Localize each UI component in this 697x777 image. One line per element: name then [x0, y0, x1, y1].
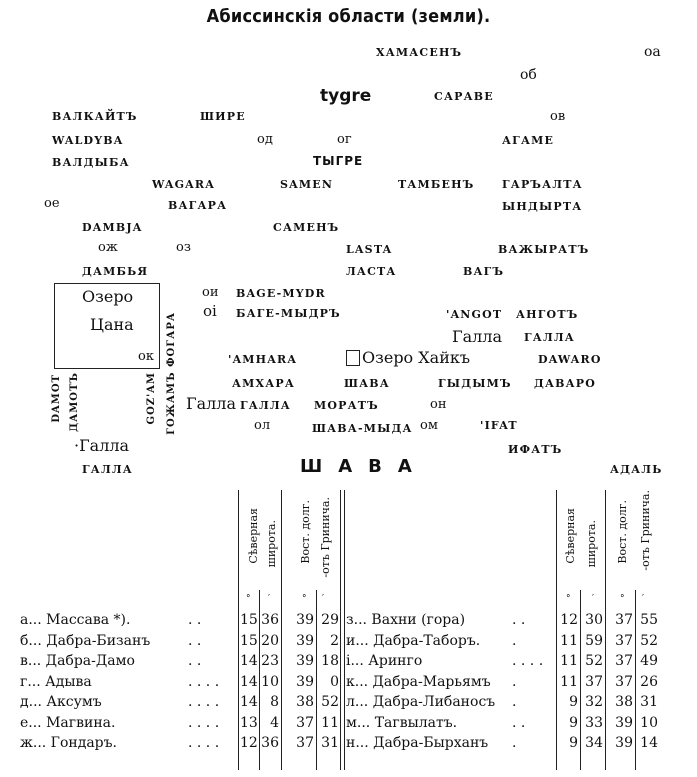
label-waldyba: WALDYBA — [52, 134, 124, 147]
left-min-lat: ′ — [268, 594, 271, 604]
label-tamben: ТАМБЕНЪ — [398, 178, 475, 191]
label-agame: АГАМЕ — [502, 134, 555, 147]
left-row-lon-m: 18 — [321, 653, 339, 669]
left-row-lat-m: 8 — [270, 694, 279, 710]
right-row-lat-m: 32 — [585, 694, 603, 710]
rule-left-2 — [259, 590, 260, 770]
left-header-lat-2: широта. — [265, 520, 278, 568]
label-vag: ВАГЪ — [463, 265, 505, 278]
label-lasta-en: LASTA — [346, 243, 393, 256]
label-hamasen: ХАМАСЕНЪ — [376, 46, 463, 59]
label-galla-3-ru: ГАЛЛА — [82, 463, 133, 476]
right-row-lon-m: 52 — [640, 632, 658, 649]
label-ok: ок — [138, 349, 154, 364]
label-damot-en: DAMOT — [51, 374, 62, 423]
label-vajyrat: ВАЖЫРАТЪ — [498, 243, 590, 256]
rule-left-3 — [281, 490, 282, 770]
left-header-lon-2: -отъ Гринича. — [319, 497, 332, 578]
label-oz: оз — [176, 240, 191, 255]
left-row-lon-m: 2 — [330, 632, 339, 649]
left-row-lat-m: 36 — [261, 612, 279, 628]
right-row-lon-d: 37 — [615, 612, 633, 628]
left-row-lat-d: 13 — [240, 714, 258, 731]
right-row-lat-d: 9 — [569, 694, 578, 710]
left-row-dots: . . — [188, 612, 202, 628]
left-row-lat-d: 14 — [240, 673, 258, 690]
left-row-lat-m: 10 — [261, 673, 279, 690]
left-row-label: г... Адыва — [20, 673, 92, 690]
label-valkait: ВАЛКАЙТЪ — [52, 110, 138, 123]
left-row-lon-d: 38 — [296, 694, 314, 710]
left-row-lon-m: 31 — [321, 735, 339, 751]
label-lake-haik: Озеро Хайкъ — [362, 348, 471, 367]
left-row-label: е... Магвина. — [20, 714, 116, 731]
right-row-lon-d: 37 — [615, 673, 633, 690]
left-row-lat-m: 20 — [261, 632, 279, 649]
right-row-lon-m: 26 — [640, 673, 658, 690]
right-row-lat-d: 11 — [560, 673, 578, 690]
right-deg-lat: ° — [566, 594, 571, 604]
left-row-lat-d: 14 — [240, 653, 258, 669]
right-row-label: л... Дабра-Либаносъ — [346, 694, 496, 710]
label-oi: ои — [202, 285, 219, 300]
label-galla-3: ·Галла — [74, 436, 130, 455]
left-row-lon-m: 52 — [321, 694, 339, 710]
label-ifat-ru: ИФАТЪ — [508, 443, 563, 456]
label-amhara-ru: АМХАРА — [232, 377, 296, 390]
label-angot-ru: АНГОТЪ — [516, 308, 579, 321]
right-min-lon: ′ — [642, 594, 645, 604]
left-header-lon-1: Вост. долг. — [299, 500, 312, 564]
left-row-lat-m: 36 — [261, 735, 279, 751]
label-on: он — [430, 397, 447, 412]
right-header-lon-2: -отъ Гринича. — [639, 490, 652, 571]
label-wagara: WAGARA — [152, 178, 215, 191]
label-morat: МОРАТЪ — [314, 399, 379, 412]
right-row-label: и... Дабра-Таборъ. — [346, 632, 481, 649]
right-row-lat-d: 11 — [560, 632, 578, 649]
label-amhara-en: 'AMHARA — [228, 353, 298, 366]
label-goz-am: GOZ'AM — [146, 372, 157, 425]
rule-right-3 — [605, 490, 606, 770]
label-angot-en: 'ANGOT — [446, 308, 503, 321]
rule-left-1 — [238, 490, 239, 770]
right-row-label: і... Арингo — [346, 653, 423, 669]
label-damot-ru: ДАМОТЪ — [69, 372, 80, 432]
right-row-dots: . . — [512, 714, 526, 731]
right-row-label: к... Дабра-Марьямъ — [346, 673, 491, 690]
page-title: Абиссинскія области (земли). — [206, 6, 491, 27]
right-header-lat-1: Сѣверная — [564, 508, 577, 564]
right-row-dots: . — [512, 694, 517, 710]
label-oi2: оі — [203, 302, 217, 320]
label-ov: ов — [550, 109, 566, 124]
right-header-lon-1: Вост. долг. — [616, 500, 629, 564]
left-row-lon-d: 37 — [296, 714, 314, 731]
rule-mid-2 — [344, 490, 345, 770]
right-row-lon-m: 31 — [640, 694, 658, 710]
label-lasta-ru: ЛАСТА — [346, 265, 397, 278]
left-row-lon-m: 11 — [321, 714, 339, 731]
label-galla-2: Галла — [186, 394, 236, 413]
left-row-label: а... Массава *). — [20, 612, 131, 628]
right-row-lat-m: 34 — [585, 735, 603, 751]
left-row-lat-d: 15 — [240, 612, 258, 628]
right-row-dots: . — [512, 632, 517, 649]
left-row-lon-d: 39 — [296, 612, 314, 628]
left-header-lat-1: Сѣверная — [247, 508, 260, 564]
right-row-lat-m: 37 — [585, 673, 603, 690]
left-row-lon-d: 37 — [296, 735, 314, 751]
right-row-lat-d: 12 — [560, 612, 578, 628]
rule-mid-1 — [340, 490, 341, 770]
label-ob: об — [520, 67, 537, 83]
right-row-label: м... Тагвылатъ. — [346, 714, 458, 731]
left-deg-lat: ° — [246, 594, 251, 604]
label-samen-ru: САМЕНЪ — [273, 221, 340, 234]
left-row-lat-m: 4 — [270, 714, 279, 731]
right-row-lat-m: 59 — [585, 632, 603, 649]
label-vagara: ВАГАРА — [168, 199, 228, 212]
left-row-label: д... Аксумъ — [20, 694, 102, 710]
label-yndyrta: ЫНДЫРТА — [502, 200, 583, 213]
right-row-lat-m: 52 — [585, 653, 603, 669]
right-header-lat-2: широта. — [585, 520, 598, 568]
label-oa: оа — [644, 44, 661, 60]
right-row-lon-d: 38 — [615, 694, 633, 710]
right-row-lon-d: 39 — [615, 735, 633, 751]
label-davaro: ДАВАРО — [534, 377, 597, 390]
label-od: од — [257, 132, 273, 147]
right-row-lon-d: 37 — [615, 653, 633, 669]
label-bage-mydr-ru: БАГЕ-МЫДРЪ — [236, 307, 341, 320]
label-lake-tsana-2: Цана — [90, 315, 134, 334]
label-shava-ru: ШАВА — [344, 377, 390, 390]
label-galla-2-ru: ГАЛЛА — [240, 399, 291, 412]
label-galla-1: Галла — [452, 327, 502, 346]
left-row-lon-d: 39 — [296, 653, 314, 669]
label-dawaro-en: DAWARO — [538, 353, 602, 366]
label-om: ом — [420, 418, 438, 433]
label-sarave: САРАВЕ — [434, 90, 494, 103]
label-samen-en: SAMEN — [280, 178, 334, 191]
label-gojam-fogara: ГОЖАМЪ ФОГАРА — [166, 312, 177, 435]
left-row-label: ж... Гондаръ. — [20, 735, 117, 751]
left-row-dots: . . . . — [188, 714, 220, 731]
rule-right-4 — [635, 590, 636, 770]
label-dambja: DAMBJA — [82, 221, 143, 234]
label-shire: ШИРЕ — [200, 110, 246, 123]
left-row-lon-m: 29 — [321, 612, 339, 628]
label-dambya: ДАМБЬЯ — [82, 265, 149, 278]
left-row-lat-d: 12 — [240, 735, 258, 751]
right-row-label: з... Вахни (гора) — [346, 612, 466, 628]
left-row-lon-d: 39 — [296, 632, 314, 649]
right-deg-lon: ° — [620, 594, 625, 604]
left-row-lon-m: 0 — [330, 673, 339, 690]
right-row-dots: . — [512, 673, 517, 690]
right-row-lon-d: 37 — [615, 632, 633, 649]
label-oe: ое — [44, 196, 60, 211]
label-tygre-en: tygre — [320, 86, 372, 106]
label-bage-mydr-en: BAGE-MYDR — [236, 287, 326, 300]
label-tygre-ru: ТЫГРЕ — [313, 154, 364, 168]
right-row-dots: . . — [512, 612, 526, 628]
label-garalta: ГАРЪАЛТА — [502, 178, 583, 191]
right-min-lat: ′ — [592, 594, 595, 604]
rule-right-1 — [556, 490, 557, 770]
right-row-lon-m: 49 — [640, 653, 658, 669]
right-row-lat-m: 30 — [585, 612, 603, 628]
lake-haik-marker — [346, 350, 360, 366]
right-row-lon-m: 14 — [640, 735, 658, 751]
left-row-lon-d: 39 — [296, 673, 314, 690]
left-row-dots: . . . . — [188, 673, 220, 690]
label-oj: ож — [98, 240, 118, 255]
left-row-lat-m: 23 — [261, 653, 279, 669]
label-shava-myda: ШАВА-МЫДА — [312, 422, 413, 435]
right-row-dots: . . . . — [512, 653, 544, 669]
right-row-lon-m: 10 — [640, 714, 658, 731]
left-row-dots: . . . . — [188, 735, 220, 751]
right-row-lat-m: 33 — [585, 714, 603, 731]
label-gydym: ГЫДЫМЪ — [438, 377, 512, 390]
right-row-lat-d: 9 — [569, 714, 578, 731]
left-row-lat-d: 15 — [240, 632, 258, 649]
right-row-lat-d: 11 — [560, 653, 578, 669]
left-row-dots: . . — [188, 632, 202, 649]
label-og: ог — [337, 132, 352, 147]
right-row-lon-m: 55 — [640, 612, 658, 628]
label-ol: ол — [254, 418, 271, 433]
label-galla-1-ru: ГАЛЛА — [524, 331, 575, 344]
label-lake-tsana-1: Озеро — [82, 287, 134, 306]
rule-left-4 — [316, 590, 317, 770]
label-valdyba: ВАЛДЫБА — [52, 156, 130, 169]
right-row-dots: . — [512, 735, 517, 751]
label-ifat-en: 'IFAT — [480, 419, 518, 432]
left-min-lon: ′ — [322, 594, 325, 604]
left-row-dots: . . . . — [188, 694, 220, 710]
left-row-dots: . . — [188, 653, 202, 669]
left-row-label: в... Дабра-Дамо — [20, 653, 135, 669]
label-adal: АДАЛЬ — [610, 463, 663, 476]
left-row-label: б... Дабра-Бизанъ — [20, 632, 151, 649]
right-row-lon-d: 39 — [615, 714, 633, 731]
right-row-lat-d: 9 — [569, 735, 578, 751]
table-heading: ШАВА — [300, 456, 428, 477]
right-row-label: н... Дабра-Бырханъ — [346, 735, 489, 751]
rule-right-2 — [580, 590, 581, 770]
left-deg-lon: ° — [302, 594, 307, 604]
left-row-lat-d: 14 — [240, 694, 258, 710]
